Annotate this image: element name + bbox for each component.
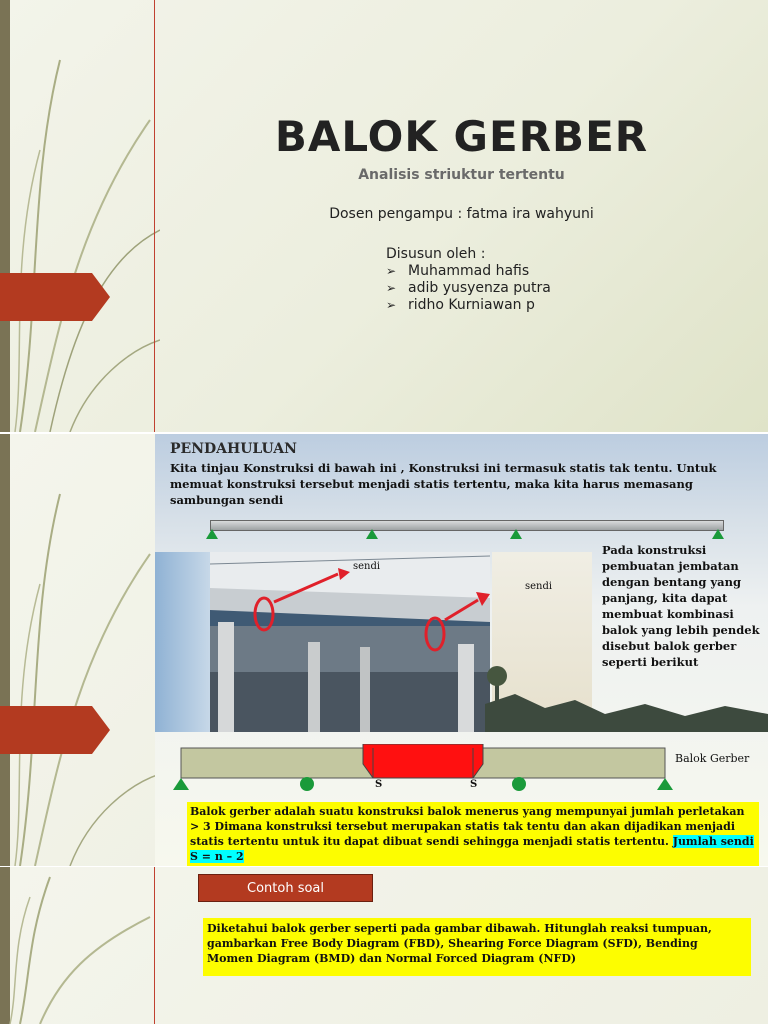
definition-box bbox=[187, 802, 759, 866]
problem-box: Diketahui balok gerber seperti pada gambar dibawah. Hitunglah reaksi tumpuan, gambarkan Free Body Diagram (FBD), Shearing Force Diagram (SFD), Bending Momen Diagram (BMD) dan Normal Forced Diagram (NFD) bbox=[203, 918, 751, 976]
intro-text: Kita tinjau Konstruksi di bawah ini , Konstruksi ini termasuk statis tak tentu. Untuk memuat konstruksi tersebut menjadi statis tertentu, maka kita harus memasang sambungan sendi bbox=[170, 461, 717, 507]
hinge-formula: Jumlah sendi S = n – 2 bbox=[190, 835, 754, 863]
grass-decoration bbox=[0, 0, 160, 432]
slide-subtitle: Analisis striuktur tertentu bbox=[358, 167, 565, 183]
bridge-explanation: Pada konstruksi pembuatan jembatan dengan bentang yang panjang, kita dapat membuat kombinasi balok yang lebih pendek disebut balok gerber seperti berikut bbox=[602, 543, 760, 669]
support-icon bbox=[366, 529, 378, 539]
definition-text: Balok gerber adalah suatu konstruksi balok menerus yang mempunyai jumlah perletakan > 3 Dimana konstruksi tersebut merupakan statis tak tentu dan akan dijadikan menjadi statis tertentu untuk itu dapat dibuat sendi sehingga menjadi statis tertentu. bbox=[190, 805, 745, 848]
support-icon bbox=[510, 529, 522, 539]
grass-decoration bbox=[0, 434, 160, 866]
hinge-label: S bbox=[470, 779, 478, 790]
slide-introduction bbox=[0, 434, 768, 866]
lecturer-line: Dosen pengampu : fatma ira wahyuni bbox=[329, 206, 594, 222]
sky-panel bbox=[155, 552, 210, 732]
authors-block bbox=[386, 246, 551, 314]
authors-list bbox=[386, 263, 551, 314]
support-icon bbox=[712, 529, 724, 539]
gerber-beam-label: Balok Gerber bbox=[675, 752, 750, 765]
section-heading: PENDAHULUAN bbox=[170, 441, 297, 457]
slide-example bbox=[0, 867, 768, 1024]
slide-title-text: BALOK GERBER bbox=[274, 112, 649, 161]
author-item: ➢ ridho Kurniawan p bbox=[386, 297, 551, 314]
landscape-silhouette bbox=[485, 664, 768, 732]
grass-decoration bbox=[0, 867, 160, 1024]
support-icon bbox=[206, 529, 218, 539]
red-arrow-shape bbox=[0, 706, 110, 754]
author-item: ➢ Muhammad hafis bbox=[386, 263, 551, 280]
red-arrow-shape bbox=[0, 273, 110, 321]
hinge-label: S bbox=[375, 779, 383, 790]
continuous-beam bbox=[210, 520, 724, 531]
sendi-label: sendi bbox=[353, 561, 381, 572]
sendi-label: sendi bbox=[525, 581, 553, 592]
author-item: ➢ adib yusyenza putra bbox=[386, 280, 551, 297]
gerber-beam-diagram bbox=[173, 744, 673, 792]
introduction-image bbox=[155, 434, 768, 866]
bridge-photo bbox=[210, 552, 490, 732]
slide-title bbox=[0, 0, 768, 432]
composed-by-label: Disusun oleh : bbox=[386, 246, 486, 262]
divider-line bbox=[154, 867, 155, 1024]
example-section-button[interactable]: Contoh soal bbox=[198, 874, 373, 902]
